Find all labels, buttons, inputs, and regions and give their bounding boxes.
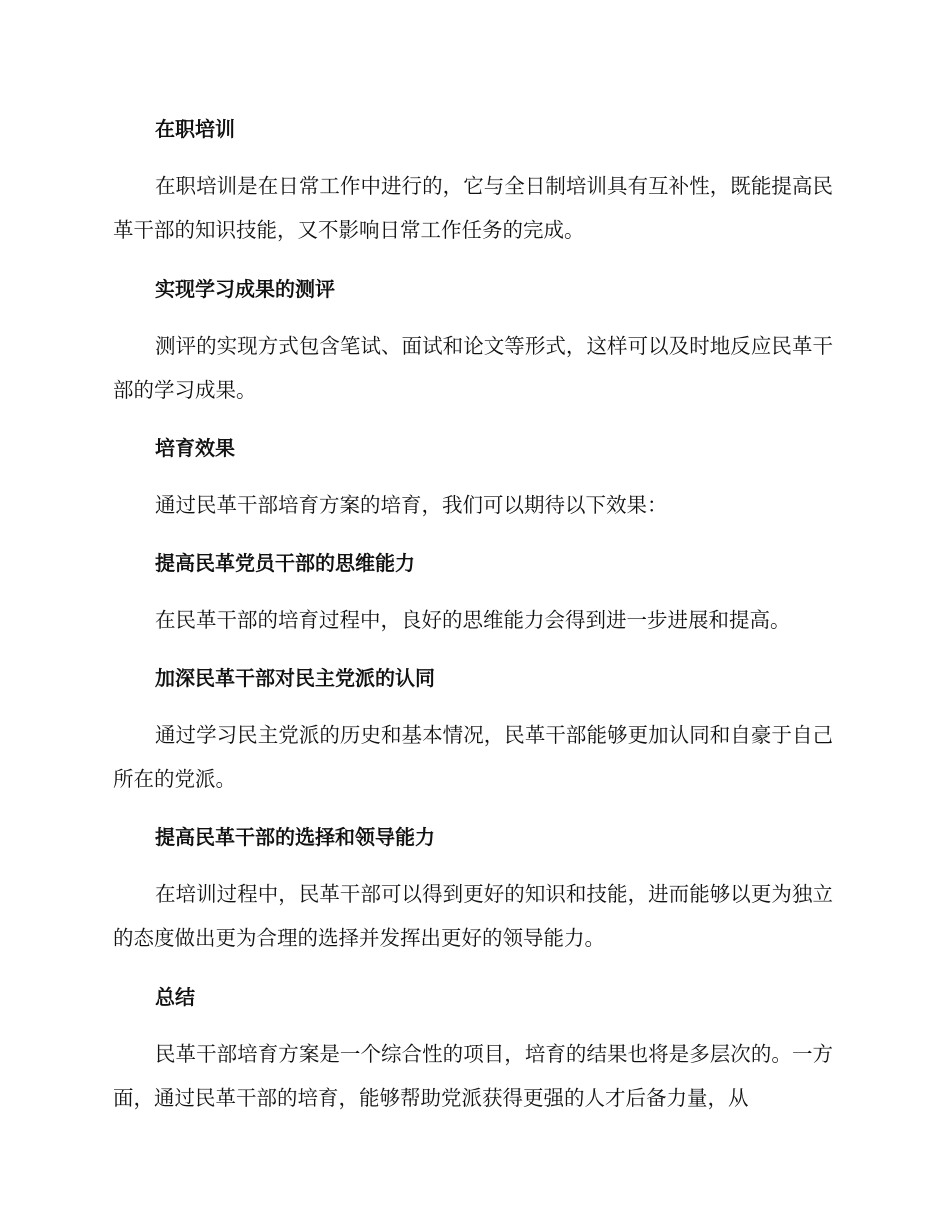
section-heading-training-effects: 培育效果 — [155, 436, 235, 460]
section-paragraph-training-effects: 通过民革干部培育方案的培育，我们可以期待以下效果： — [155, 493, 668, 517]
section-heading-on-the-job-training: 在职培训 — [155, 117, 235, 141]
section-heading-thinking-ability: 提高民革党员干部的思维能力 — [155, 551, 415, 575]
section-paragraph-leadership: 在培训过程中，民革干部可以得到更好的知识和技能，进而能够以更为独立的态度做出更为合理的选择并发挥出更好的领导能力。 — [113, 882, 833, 950]
section-heading-party-identity: 加深民革干部对民主党派的认同 — [155, 666, 435, 690]
section-paragraph-on-the-job-training: 在职培训是在日常工作中进行的，它与全日制培训具有互补性，既能提高民革干部的知识技能，又不影响日常工作任务的完成。 — [113, 174, 833, 242]
section-paragraph-thinking-ability: 在民革干部的培育过程中，良好的思维能力会得到进一步进展和提高。 — [155, 608, 791, 632]
section-heading-assessment: 实现学习成果的测评 — [155, 277, 335, 301]
section-paragraph-assessment: 测评的实现方式包含笔试、面试和论文等形式，这样可以及时地反应民革干部的学习成果。 — [113, 334, 833, 402]
section-paragraph-party-identity: 通过学习民主党派的历史和基本情况，民革干部能够更加认同和自豪于自己所在的党派。 — [113, 723, 833, 791]
section-paragraph-summary: 民革干部培育方案是一个综合性的项目，培育的结果也将是多层次的。一方面，通过民革干部的培育，能够帮助党派获得更强的人才后备力量，从 — [113, 1042, 833, 1110]
section-heading-leadership: 提高民革干部的选择和领导能力 — [155, 825, 435, 849]
section-heading-summary: 总结 — [155, 985, 195, 1009]
